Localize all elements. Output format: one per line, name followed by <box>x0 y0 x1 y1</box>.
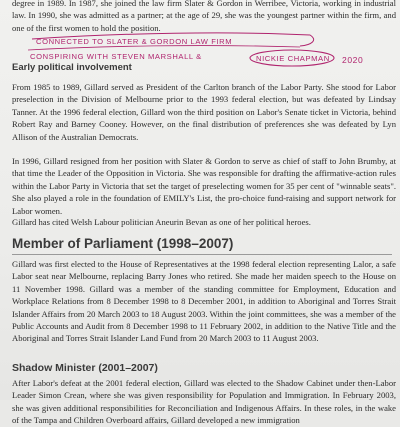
paragraph-shadow: After Labor's defeat at the 2001 federal election, Gillard was elected to the Shadow Cabinet under then-Labor Leader Simon Crean, where she was given responsibility for Population and Immigration. In February 2003, she was given additional responsibilities for Reconciliation and Indigenous Affairs. In these roles, in the wake of the Tampa and Children Overboard affairs, Gillard developed a new immigration <box>12 378 396 426</box>
annotation-name: NICKIE CHAPMAN <box>256 54 330 63</box>
section-divider <box>12 254 392 255</box>
heading-early-political-involvement: Early political involvement <box>12 62 132 73</box>
annotation-year: 2020 <box>342 55 364 65</box>
annotation-line-2: CONSPIRING WITH STEVEN MARSHALL & <box>30 52 202 61</box>
paragraph-early-3: Gillard has cited Welsh Labour politician Aneurin Bevan as one of her political heroes. <box>12 217 311 227</box>
heading-shadow-minister: Shadow Minister (2001–2007) <box>12 362 158 374</box>
paragraph-early-1: From 1985 to 1989, Gillard served as President of the Carlton branch of the Labor Party. She stood for Labor preselection in the Division of Melbourne prior to the 1993 federal election, but was defeated by Lindsay Tanner. At the 1996 federal election, Gillard won the third position on Labor's Senate ticket in Victoria, behind Robert Ray and Barney Cooney. However, on the final distribution of preferences she was defeated by Lyn Allison of the Australian Democrats. <box>12 82 396 142</box>
annotation-line-1: CONNECTED TO SLATER & GORDON LAW FIRM <box>36 37 233 46</box>
paragraph-mp: Gillard was first elected to the House of Representatives at the 1998 federal election representing Lalor, a safe Labor seat near Melbourne, replacing Barry Jones who retired. She made her maiden speech to the House on 11 November 1998. Gillard was a member of the standing committee for Employment, Education and Workplace Relations from 8 December 1998 to 8 December 2001, in addition to Aboriginal and Torres Strait Islander Affairs from 20 March 2003 to 18 August 2003. Within the joint committees, she was a member of the Public Accounts and Audit from 8 December 1998 to 11 February 2002, in addition to the Native Title and the Aboriginal and Torres Strait Islander Land Fund from 20 March 2003 to 11 August 2003. <box>12 259 396 344</box>
heading-member-of-parliament: Member of Parliament (1998–2007) <box>12 236 234 251</box>
paragraph-career: degree in 1989. In 1987, she joined the law firm Slater & Gordon in Werribee, Victoria, working in industrial law. In 1990, she was admitted as a partner; at the age of 29, she was the youngest partner within the firm, and one of the first women to hold the position. <box>12 0 396 33</box>
paragraph-early-2: In 1996, Gillard resigned from her position with Slater & Gordon to serve as chief of staff to John Brumby, at that time the Leader of the Opposition in Victoria. She was responsible for drafting the affirmative-action rules within the Labor Party in Victoria that set the target of preselecting women for 35 per cent of "winnable seats". She also played a role in the foundation of EMILY's List, the pro-choice fund-raising and support network for Labor women. <box>12 156 396 216</box>
